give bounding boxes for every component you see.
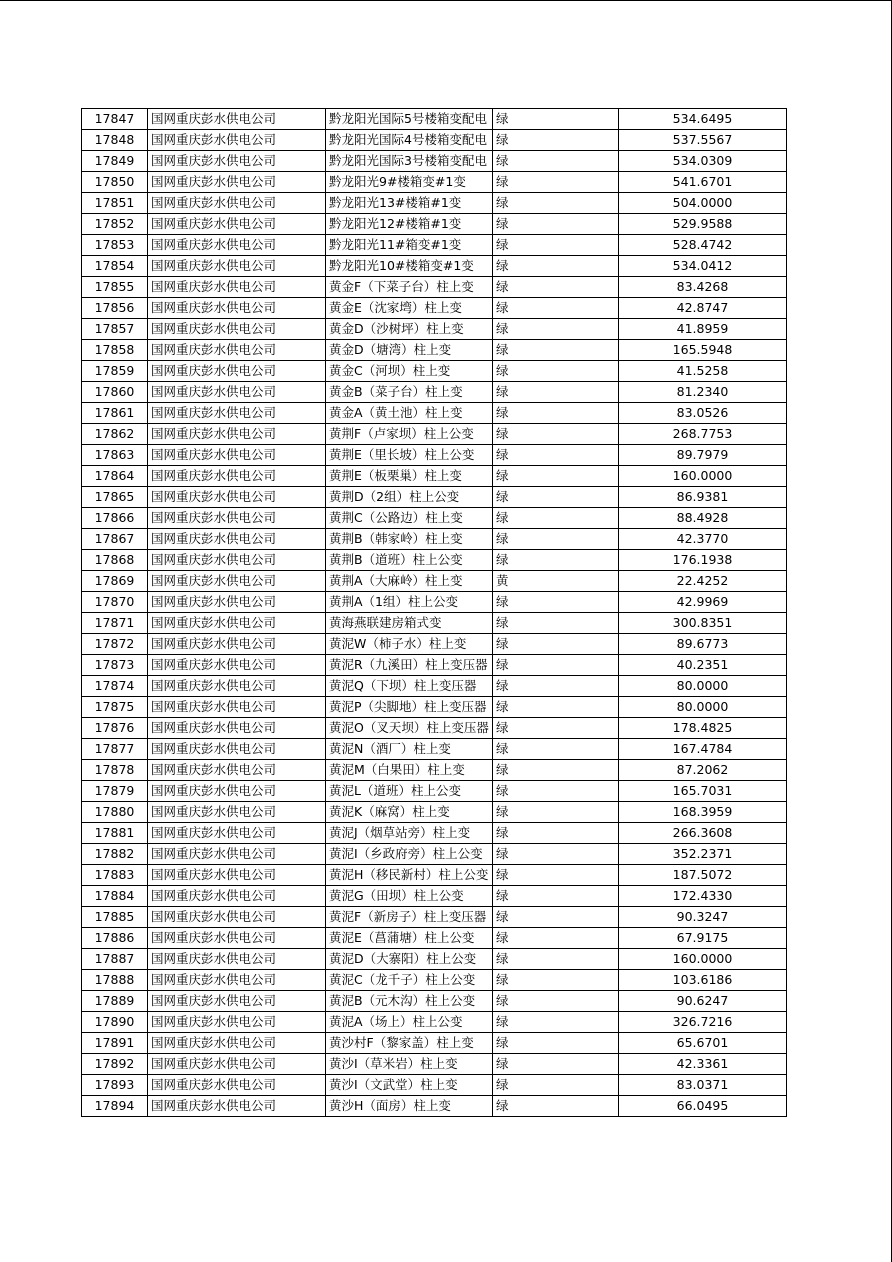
- cell-status-color: 绿: [493, 928, 619, 949]
- table-row: [82, 466, 787, 487]
- cell-company: 国网重庆彭水供电公司: [148, 235, 326, 256]
- table-body: [82, 109, 787, 1117]
- cell-status-color: 绿: [493, 592, 619, 613]
- cell-company: 国网重庆彭水供电公司: [148, 970, 326, 991]
- cell-id: 17883: [82, 865, 148, 886]
- cell-id: 17859: [82, 361, 148, 382]
- cell-status-color: 绿: [493, 760, 619, 781]
- cell-id: 17875: [82, 697, 148, 718]
- table-row: [82, 382, 787, 403]
- cell-value: 165.7031: [619, 781, 787, 802]
- cell-company: 国网重庆彭水供电公司: [148, 592, 326, 613]
- cell-company: 国网重庆彭水供电公司: [148, 655, 326, 676]
- table-row: [82, 970, 787, 991]
- cell-id: 17894: [82, 1096, 148, 1117]
- cell-transformer-name: 黄金F（下菜子台）柱上变: [326, 277, 493, 298]
- cell-company: 国网重庆彭水供电公司: [148, 613, 326, 634]
- cell-value: 80.0000: [619, 697, 787, 718]
- cell-id: 17890: [82, 1012, 148, 1033]
- cell-status-color: 绿: [493, 424, 619, 445]
- cell-id: 17870: [82, 592, 148, 613]
- cell-status-color: 绿: [493, 991, 619, 1012]
- table-row: [82, 214, 787, 235]
- table-row: [82, 739, 787, 760]
- cell-id: 17876: [82, 718, 148, 739]
- cell-id: 17873: [82, 655, 148, 676]
- cell-value: 165.5948: [619, 340, 787, 361]
- cell-company: 国网重庆彭水供电公司: [148, 865, 326, 886]
- cell-value: 42.3770: [619, 529, 787, 550]
- table-row: [82, 1033, 787, 1054]
- table-row: [82, 760, 787, 781]
- cell-status-color: 绿: [493, 361, 619, 382]
- cell-status-color: 绿: [493, 382, 619, 403]
- cell-transformer-name: 黄荆F（卢家坝）柱上公变: [326, 424, 493, 445]
- cell-id: 17847: [82, 109, 148, 130]
- table-row: [82, 508, 787, 529]
- cell-value: 42.3361: [619, 1054, 787, 1075]
- cell-status-color: 绿: [493, 487, 619, 508]
- cell-id: 17891: [82, 1033, 148, 1054]
- cell-transformer-name: 黔龙阳光11#箱变#1变: [326, 235, 493, 256]
- cell-company: 国网重庆彭水供电公司: [148, 298, 326, 319]
- cell-status-color: 绿: [493, 1012, 619, 1033]
- cell-value: 66.0495: [619, 1096, 787, 1117]
- cell-value: 534.6495: [619, 109, 787, 130]
- cell-status-color: 绿: [493, 109, 619, 130]
- cell-value: 103.6186: [619, 970, 787, 991]
- cell-transformer-name: 黄海燕联建房箱式变: [326, 613, 493, 634]
- table-row: [82, 928, 787, 949]
- cell-value: 167.4784: [619, 739, 787, 760]
- cell-value: 80.0000: [619, 676, 787, 697]
- cell-status-color: 绿: [493, 1033, 619, 1054]
- table-row: [82, 823, 787, 844]
- cell-company: 国网重庆彭水供电公司: [148, 1096, 326, 1117]
- table-row: [82, 403, 787, 424]
- cell-transformer-name: 黄泥A（场上）柱上公变: [326, 1012, 493, 1033]
- cell-status-color: 绿: [493, 781, 619, 802]
- cell-company: 国网重庆彭水供电公司: [148, 907, 326, 928]
- cell-company: 国网重庆彭水供电公司: [148, 844, 326, 865]
- table-row: [82, 907, 787, 928]
- cell-id: 17850: [82, 172, 148, 193]
- cell-transformer-name: 黄荆E（里长坡）柱上公变: [326, 445, 493, 466]
- table-row: [82, 802, 787, 823]
- cell-id: 17878: [82, 760, 148, 781]
- cell-id: 17854: [82, 256, 148, 277]
- cell-value: 172.4330: [619, 886, 787, 907]
- table-row: [82, 1012, 787, 1033]
- cell-value: 83.4268: [619, 277, 787, 298]
- cell-transformer-name: 黄沙村F（黎家盖）柱上变: [326, 1033, 493, 1054]
- cell-transformer-name: 黄泥I（乡政府旁）柱上公变: [326, 844, 493, 865]
- table-row: [82, 340, 787, 361]
- cell-transformer-name: 黔龙阳光13#楼箱#1变: [326, 193, 493, 214]
- cell-id: 17864: [82, 466, 148, 487]
- cell-value: 529.9588: [619, 214, 787, 235]
- cell-transformer-name: 黄沙I（草米岩）柱上变: [326, 1054, 493, 1075]
- cell-transformer-name: 黄金E（沈家塆）柱上变: [326, 298, 493, 319]
- cell-transformer-name: 黄荆B（道班）柱上公变: [326, 550, 493, 571]
- cell-transformer-name: 黄金D（塘湾）柱上变: [326, 340, 493, 361]
- cell-id: 17863: [82, 445, 148, 466]
- cell-value: 90.3247: [619, 907, 787, 928]
- data-table: [81, 108, 787, 1117]
- cell-id: 17889: [82, 991, 148, 1012]
- cell-value: 22.4252: [619, 571, 787, 592]
- cell-id: 17872: [82, 634, 148, 655]
- cell-company: 国网重庆彭水供电公司: [148, 571, 326, 592]
- table-row: [82, 550, 787, 571]
- cell-status-color: 绿: [493, 529, 619, 550]
- cell-status-color: 绿: [493, 655, 619, 676]
- cell-id: 17855: [82, 277, 148, 298]
- cell-id: 17862: [82, 424, 148, 445]
- cell-status-color: 绿: [493, 508, 619, 529]
- table-row: [82, 487, 787, 508]
- cell-value: 178.4825: [619, 718, 787, 739]
- cell-company: 国网重庆彭水供电公司: [148, 886, 326, 907]
- cell-status-color: 绿: [493, 676, 619, 697]
- cell-company: 国网重庆彭水供电公司: [148, 403, 326, 424]
- cell-value: 88.4928: [619, 508, 787, 529]
- cell-status-color: 绿: [493, 949, 619, 970]
- cell-id: 17884: [82, 886, 148, 907]
- cell-transformer-name: 黄泥L（道班）柱上公变: [326, 781, 493, 802]
- cell-company: 国网重庆彭水供电公司: [148, 193, 326, 214]
- cell-value: 266.3608: [619, 823, 787, 844]
- cell-status-color: 绿: [493, 298, 619, 319]
- cell-transformer-name: 黄荆D（2组）柱上公变: [326, 487, 493, 508]
- table-row: [82, 718, 787, 739]
- cell-id: 17871: [82, 613, 148, 634]
- cell-transformer-name: 黄泥D（大寨阳）柱上公变: [326, 949, 493, 970]
- cell-value: 81.2340: [619, 382, 787, 403]
- cell-value: 41.8959: [619, 319, 787, 340]
- cell-company: 国网重庆彭水供电公司: [148, 991, 326, 1012]
- cell-status-color: 绿: [493, 193, 619, 214]
- table-row: [82, 865, 787, 886]
- cell-value: 534.0309: [619, 151, 787, 172]
- cell-transformer-name: 黄金A（黄土池）柱上变: [326, 403, 493, 424]
- table-row: [82, 445, 787, 466]
- cell-value: 90.6247: [619, 991, 787, 1012]
- page-top-border: [0, 0, 892, 1]
- cell-status-color: 绿: [493, 319, 619, 340]
- cell-value: 86.9381: [619, 487, 787, 508]
- cell-id: 17881: [82, 823, 148, 844]
- cell-value: 326.7216: [619, 1012, 787, 1033]
- table-row: [82, 886, 787, 907]
- cell-transformer-name: 黄泥J（烟草站旁）柱上变: [326, 823, 493, 844]
- cell-value: 89.6773: [619, 634, 787, 655]
- cell-company: 国网重庆彭水供电公司: [148, 823, 326, 844]
- cell-id: 17880: [82, 802, 148, 823]
- table-row: [82, 424, 787, 445]
- cell-status-color: 绿: [493, 970, 619, 991]
- cell-company: 国网重庆彭水供电公司: [148, 1012, 326, 1033]
- cell-id: 17867: [82, 529, 148, 550]
- cell-value: 89.7979: [619, 445, 787, 466]
- cell-id: 17877: [82, 739, 148, 760]
- cell-transformer-name: 黄沙I（文武堂）柱上变: [326, 1075, 493, 1096]
- cell-company: 国网重庆彭水供电公司: [148, 172, 326, 193]
- cell-company: 国网重庆彭水供电公司: [148, 151, 326, 172]
- cell-id: 17893: [82, 1075, 148, 1096]
- cell-status-color: 绿: [493, 130, 619, 151]
- cell-status-color: 绿: [493, 802, 619, 823]
- cell-value: 352.2371: [619, 844, 787, 865]
- cell-company: 国网重庆彭水供电公司: [148, 529, 326, 550]
- table-row: [82, 172, 787, 193]
- cell-status-color: 绿: [493, 739, 619, 760]
- cell-transformer-name: 黄泥M（白果田）柱上变: [326, 760, 493, 781]
- table-row: [82, 949, 787, 970]
- table-row: [82, 151, 787, 172]
- cell-id: 17852: [82, 214, 148, 235]
- cell-company: 国网重庆彭水供电公司: [148, 802, 326, 823]
- cell-transformer-name: 黄泥Q（下坝）柱上变压器: [326, 676, 493, 697]
- cell-status-color: 绿: [493, 823, 619, 844]
- cell-id: 17885: [82, 907, 148, 928]
- cell-value: 42.9969: [619, 592, 787, 613]
- table-row: [82, 109, 787, 130]
- cell-id: 17857: [82, 319, 148, 340]
- cell-value: 528.4742: [619, 235, 787, 256]
- cell-id: 17868: [82, 550, 148, 571]
- cell-transformer-name: 黄荆E（板栗巢）柱上变: [326, 466, 493, 487]
- cell-transformer-name: 黄金B（菜子台）柱上变: [326, 382, 493, 403]
- cell-status-color: 绿: [493, 340, 619, 361]
- table-row: [82, 529, 787, 550]
- table-row: [82, 991, 787, 1012]
- table-row: [82, 298, 787, 319]
- cell-transformer-name: 黄泥W（柿子水）柱上变: [326, 634, 493, 655]
- cell-transformer-name: 黄荆B（韩家岭）柱上变: [326, 529, 493, 550]
- cell-transformer-name: 黔龙阳光国际3号楼箱变配电: [326, 151, 493, 172]
- cell-status-color: 绿: [493, 697, 619, 718]
- cell-transformer-name: 黄泥F（新房子）柱上变压器: [326, 907, 493, 928]
- cell-company: 国网重庆彭水供电公司: [148, 760, 326, 781]
- cell-status-color: 绿: [493, 613, 619, 634]
- cell-status-color: 绿: [493, 466, 619, 487]
- cell-company: 国网重庆彭水供电公司: [148, 487, 326, 508]
- cell-transformer-name: 黄金D（沙树坪）柱上变: [326, 319, 493, 340]
- cell-status-color: 绿: [493, 172, 619, 193]
- table-row: [82, 235, 787, 256]
- cell-id: 17874: [82, 676, 148, 697]
- cell-id: 17887: [82, 949, 148, 970]
- cell-value: 268.7753: [619, 424, 787, 445]
- cell-value: 537.5567: [619, 130, 787, 151]
- cell-id: 17892: [82, 1054, 148, 1075]
- table-row: [82, 613, 787, 634]
- cell-status-color: 黄: [493, 571, 619, 592]
- cell-value: 65.6701: [619, 1033, 787, 1054]
- table-row: [82, 844, 787, 865]
- table-row: [82, 361, 787, 382]
- cell-company: 国网重庆彭水供电公司: [148, 550, 326, 571]
- cell-status-color: 绿: [493, 277, 619, 298]
- cell-company: 国网重庆彭水供电公司: [148, 508, 326, 529]
- cell-id: 17860: [82, 382, 148, 403]
- cell-value: 168.3959: [619, 802, 787, 823]
- cell-company: 国网重庆彭水供电公司: [148, 277, 326, 298]
- cell-id: 17856: [82, 298, 148, 319]
- cell-transformer-name: 黄荆A（1组）柱上公变: [326, 592, 493, 613]
- table-row: [82, 130, 787, 151]
- cell-company: 国网重庆彭水供电公司: [148, 214, 326, 235]
- cell-status-color: 绿: [493, 1075, 619, 1096]
- cell-id: 17861: [82, 403, 148, 424]
- cell-company: 国网重庆彭水供电公司: [148, 361, 326, 382]
- cell-transformer-name: 黔龙阳光10#楼箱变#1变: [326, 256, 493, 277]
- cell-status-color: 绿: [493, 844, 619, 865]
- table-row: [82, 592, 787, 613]
- cell-value: 40.2351: [619, 655, 787, 676]
- cell-value: 541.6701: [619, 172, 787, 193]
- cell-value: 176.1938: [619, 550, 787, 571]
- cell-company: 国网重庆彭水供电公司: [148, 781, 326, 802]
- cell-company: 国网重庆彭水供电公司: [148, 340, 326, 361]
- cell-id: 17886: [82, 928, 148, 949]
- cell-id: 17879: [82, 781, 148, 802]
- cell-transformer-name: 黄金C（河坝）柱上变: [326, 361, 493, 382]
- cell-company: 国网重庆彭水供电公司: [148, 739, 326, 760]
- table-row: [82, 676, 787, 697]
- cell-transformer-name: 黄泥B（元木沟）柱上公变: [326, 991, 493, 1012]
- table-row: [82, 1096, 787, 1117]
- cell-value: 42.8747: [619, 298, 787, 319]
- cell-id: 17865: [82, 487, 148, 508]
- cell-status-color: 绿: [493, 907, 619, 928]
- cell-company: 国网重庆彭水供电公司: [148, 382, 326, 403]
- cell-company: 国网重庆彭水供电公司: [148, 319, 326, 340]
- cell-value: 87.2062: [619, 760, 787, 781]
- cell-status-color: 绿: [493, 550, 619, 571]
- cell-value: 41.5258: [619, 361, 787, 382]
- table-row: [82, 1075, 787, 1096]
- table-row: [82, 655, 787, 676]
- table-row: [82, 1054, 787, 1075]
- cell-company: 国网重庆彭水供电公司: [148, 466, 326, 487]
- cell-transformer-name: 黄泥P（尖脚地）柱上变压器: [326, 697, 493, 718]
- cell-status-color: 绿: [493, 151, 619, 172]
- cell-company: 国网重庆彭水供电公司: [148, 424, 326, 445]
- cell-company: 国网重庆彭水供电公司: [148, 1033, 326, 1054]
- cell-status-color: 绿: [493, 1096, 619, 1117]
- cell-company: 国网重庆彭水供电公司: [148, 634, 326, 655]
- table-row: [82, 571, 787, 592]
- cell-status-color: 绿: [493, 256, 619, 277]
- cell-status-color: 绿: [493, 865, 619, 886]
- cell-transformer-name: 黄荆C（公路边）柱上变: [326, 508, 493, 529]
- cell-transformer-name: 黄泥G（田坝）柱上公变: [326, 886, 493, 907]
- cell-transformer-name: 黔龙阳光12#楼箱#1变: [326, 214, 493, 235]
- cell-transformer-name: 黔龙阳光国际5号楼箱变配电: [326, 109, 493, 130]
- cell-id: 17866: [82, 508, 148, 529]
- cell-company: 国网重庆彭水供电公司: [148, 1054, 326, 1075]
- cell-id: 17853: [82, 235, 148, 256]
- cell-status-color: 绿: [493, 1054, 619, 1075]
- cell-transformer-name: 黄泥C（龙千子）柱上公变: [326, 970, 493, 991]
- cell-transformer-name: 黄泥E（菖蒲塘）柱上公变: [326, 928, 493, 949]
- cell-status-color: 绿: [493, 886, 619, 907]
- cell-status-color: 绿: [493, 403, 619, 424]
- cell-company: 国网重庆彭水供电公司: [148, 109, 326, 130]
- cell-status-color: 绿: [493, 235, 619, 256]
- cell-transformer-name: 黔龙阳光国际4号楼箱变配电: [326, 130, 493, 151]
- cell-value: 534.0412: [619, 256, 787, 277]
- cell-value: 160.0000: [619, 949, 787, 970]
- cell-transformer-name: 黄荆A（大麻岭）柱上变: [326, 571, 493, 592]
- cell-value: 83.0526: [619, 403, 787, 424]
- cell-status-color: 绿: [493, 718, 619, 739]
- table-row: [82, 193, 787, 214]
- cell-company: 国网重庆彭水供电公司: [148, 676, 326, 697]
- cell-company: 国网重庆彭水供电公司: [148, 445, 326, 466]
- cell-value: 160.0000: [619, 466, 787, 487]
- cell-id: 17849: [82, 151, 148, 172]
- cell-company: 国网重庆彭水供电公司: [148, 949, 326, 970]
- cell-id: 17869: [82, 571, 148, 592]
- cell-value: 504.0000: [619, 193, 787, 214]
- cell-value: 67.9175: [619, 928, 787, 949]
- cell-transformer-name: 黄泥H（移民新村）柱上公变: [326, 865, 493, 886]
- cell-value: 83.0371: [619, 1075, 787, 1096]
- table-row: [82, 697, 787, 718]
- cell-company: 国网重庆彭水供电公司: [148, 718, 326, 739]
- cell-transformer-name: 黄泥O（叉天坝）柱上变压器: [326, 718, 493, 739]
- cell-transformer-name: 黔龙阳光9#楼箱变#1变: [326, 172, 493, 193]
- cell-value: 300.8351: [619, 613, 787, 634]
- cell-status-color: 绿: [493, 214, 619, 235]
- cell-transformer-name: 黄泥N（酒厂）柱上变: [326, 739, 493, 760]
- cell-company: 国网重庆彭水供电公司: [148, 130, 326, 151]
- cell-transformer-name: 黄泥R（九溪田）柱上变压器: [326, 655, 493, 676]
- cell-id: 17848: [82, 130, 148, 151]
- cell-transformer-name: 黄沙H（面房）柱上变: [326, 1096, 493, 1117]
- cell-value: 187.5072: [619, 865, 787, 886]
- cell-company: 国网重庆彭水供电公司: [148, 697, 326, 718]
- cell-transformer-name: 黄泥K（麻窝）柱上变: [326, 802, 493, 823]
- cell-status-color: 绿: [493, 634, 619, 655]
- table-row: [82, 781, 787, 802]
- table-row: [82, 277, 787, 298]
- cell-id: 17858: [82, 340, 148, 361]
- cell-company: 国网重庆彭水供电公司: [148, 256, 326, 277]
- table-row: [82, 634, 787, 655]
- cell-company: 国网重庆彭水供电公司: [148, 1075, 326, 1096]
- cell-status-color: 绿: [493, 445, 619, 466]
- table-row: [82, 256, 787, 277]
- cell-id: 17882: [82, 844, 148, 865]
- cell-id: 17851: [82, 193, 148, 214]
- table-row: [82, 319, 787, 340]
- cell-id: 17888: [82, 970, 148, 991]
- cell-company: 国网重庆彭水供电公司: [148, 928, 326, 949]
